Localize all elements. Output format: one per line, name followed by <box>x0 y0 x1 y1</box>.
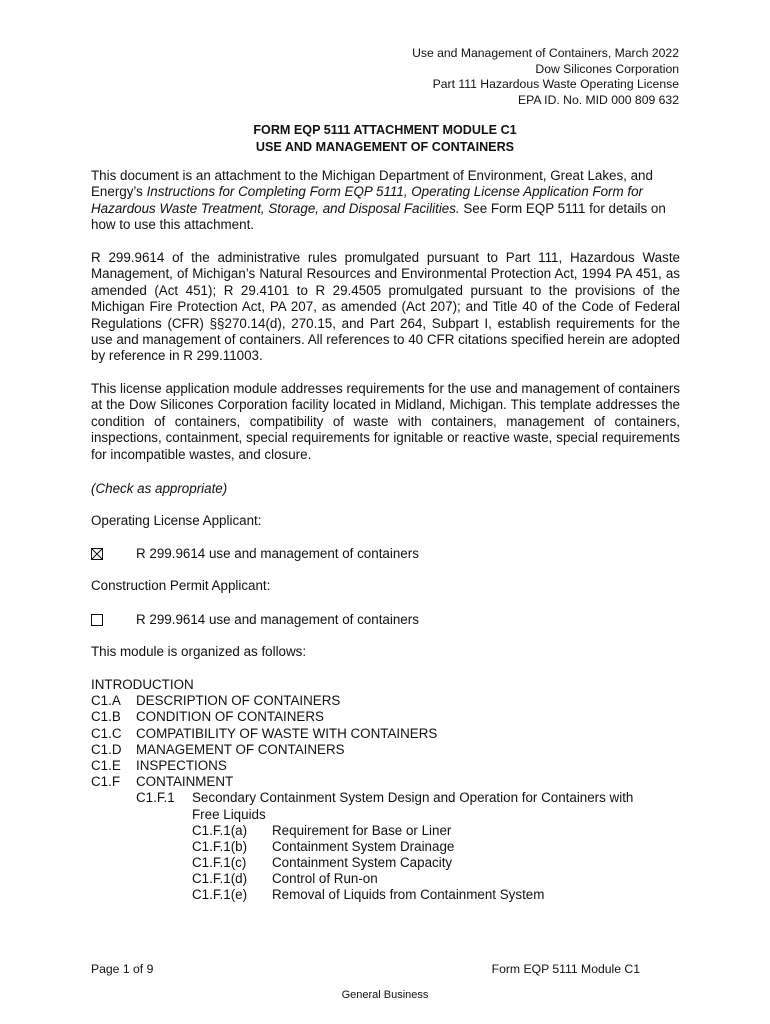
header-line-1: Use and Management of Containers, March 2022 <box>412 46 679 60</box>
check-note: (Check as appropriate) <box>91 481 228 496</box>
checkmark-x-icon <box>92 549 102 559</box>
construction-permit-label: Construction Permit Applicant: <box>91 578 271 593</box>
operating-license-label: Operating License Applicant: <box>91 513 262 528</box>
toc-text: Free Liquids <box>192 806 266 822</box>
toc-code: C1.F.1(d) <box>192 871 248 887</box>
toc-text: Secondary Containment System Design and Operation for Containers with <box>192 790 634 806</box>
rules-paragraph: R 299.9614 of the administrative rules promulgated pursuant to Part 111, Hazardous Waste Management, of Michigan’s Natural Resources and Environmental Protection Act, 1994 PA 451, as amended (Act 451); R 29.4101 to R 29.4505 promulgated pursuant to the provisions of the Michigan Fire Protection Act, PA 207, as amended (Act 207); and Title 40 of the Code of Federal Regulations (CFR) §§270.14(d), 270.15, and Part 264, Subpart I, establish requirements for the use and management of containers. All references to 40 CFR citations specified herein are adopted by reference in R 299.11003. <box>91 250 680 364</box>
toc-text: Requirement for Base or Liner <box>272 822 452 838</box>
title-line-2: USE AND MANAGEMENT OF CONTAINERS <box>255 139 515 154</box>
toc-code: C1.A <box>91 693 121 709</box>
toc-code: C1.F.1(e) <box>192 887 248 903</box>
intro-paragraph <box>91 168 680 234</box>
page-number: Page 1 of 9 <box>91 962 154 976</box>
toc-text: MANAGEMENT OF CONTAINERS <box>136 741 345 757</box>
module-paragraph: This license application module addresses requirements for the use and management of containers at the Dow Silicones Corporation facility located in Midland, Michigan. This template addresses the condition of containers, compatibility of waste with containers, management of containers, inspections, containment, special requirements for ignitable or reactive waste, special requirements for incompatible wastes, and closure. <box>91 381 680 462</box>
form-identifier: Form EQP 5111 Module C1 <box>491 962 640 976</box>
toc-code: C1.E <box>91 757 121 773</box>
page-header <box>412 46 679 108</box>
classification-label: General Business <box>341 989 429 1001</box>
header-line-4: EPA ID. No. MID 000 809 632 <box>517 92 679 107</box>
toc-code: C1.F.1(b) <box>192 838 248 854</box>
organized-label: This module is organized as follows: <box>91 644 307 659</box>
toc-text: Removal of Liquids from Containment System <box>272 887 545 903</box>
toc-text: CONDITION OF CONTAINERS <box>136 709 324 725</box>
construction-checkbox[interactable] <box>91 614 103 626</box>
toc-text: Containment System Capacity <box>272 855 453 871</box>
toc-text: CONTAINMENT <box>136 774 234 790</box>
toc-text: COMPATIBILITY OF WASTE WITH CONTAINERS <box>136 725 438 741</box>
operating-checkbox[interactable] <box>91 548 103 560</box>
toc-code: C1.D <box>91 741 122 757</box>
toc-code: INTRODUCTION <box>91 677 194 692</box>
construction-option-text: R 299.9614 use and management of containers <box>136 612 419 627</box>
header-line-2: Dow Silicones Corporation <box>535 61 679 76</box>
toc-text: Containment System Drainage <box>272 838 455 854</box>
toc-code: C1.B <box>91 709 121 725</box>
toc-text: Control of Run-on <box>272 871 378 887</box>
toc-text: DESCRIPTION OF CONTAINERS <box>136 693 341 709</box>
title-line-1: FORM EQP 5111 ATTACHMENT MODULE C1 <box>253 123 517 137</box>
intro-text-2: See Form EQP 5111 for details on how to use this attachment. <box>91 200 666 233</box>
toc-text: INSPECTIONS <box>136 757 227 773</box>
toc-code: C1.F.1 <box>136 790 175 806</box>
toc-code: C1.C <box>91 725 122 741</box>
intro-italic-title: Instructions for Completing Form EQP 5111, Operating License Application Form for Hazardous Waste Treatment, Storage, and Disposal Facilities. <box>91 184 643 216</box>
toc-code: C1.F.1(a) <box>192 822 248 838</box>
toc-code: C1.F <box>91 774 121 790</box>
intro-text-1: This document is an attachment to the Michigan Department of Environment, Great Lakes, and Energy’s <box>91 168 653 200</box>
header-line-3: Part 111 Hazardous Waste Operating License <box>432 77 679 92</box>
toc-code: C1.F.1(c) <box>192 855 247 871</box>
document-title <box>0 122 770 155</box>
operating-option-text: R 299.9614 use and management of containers <box>136 546 419 561</box>
